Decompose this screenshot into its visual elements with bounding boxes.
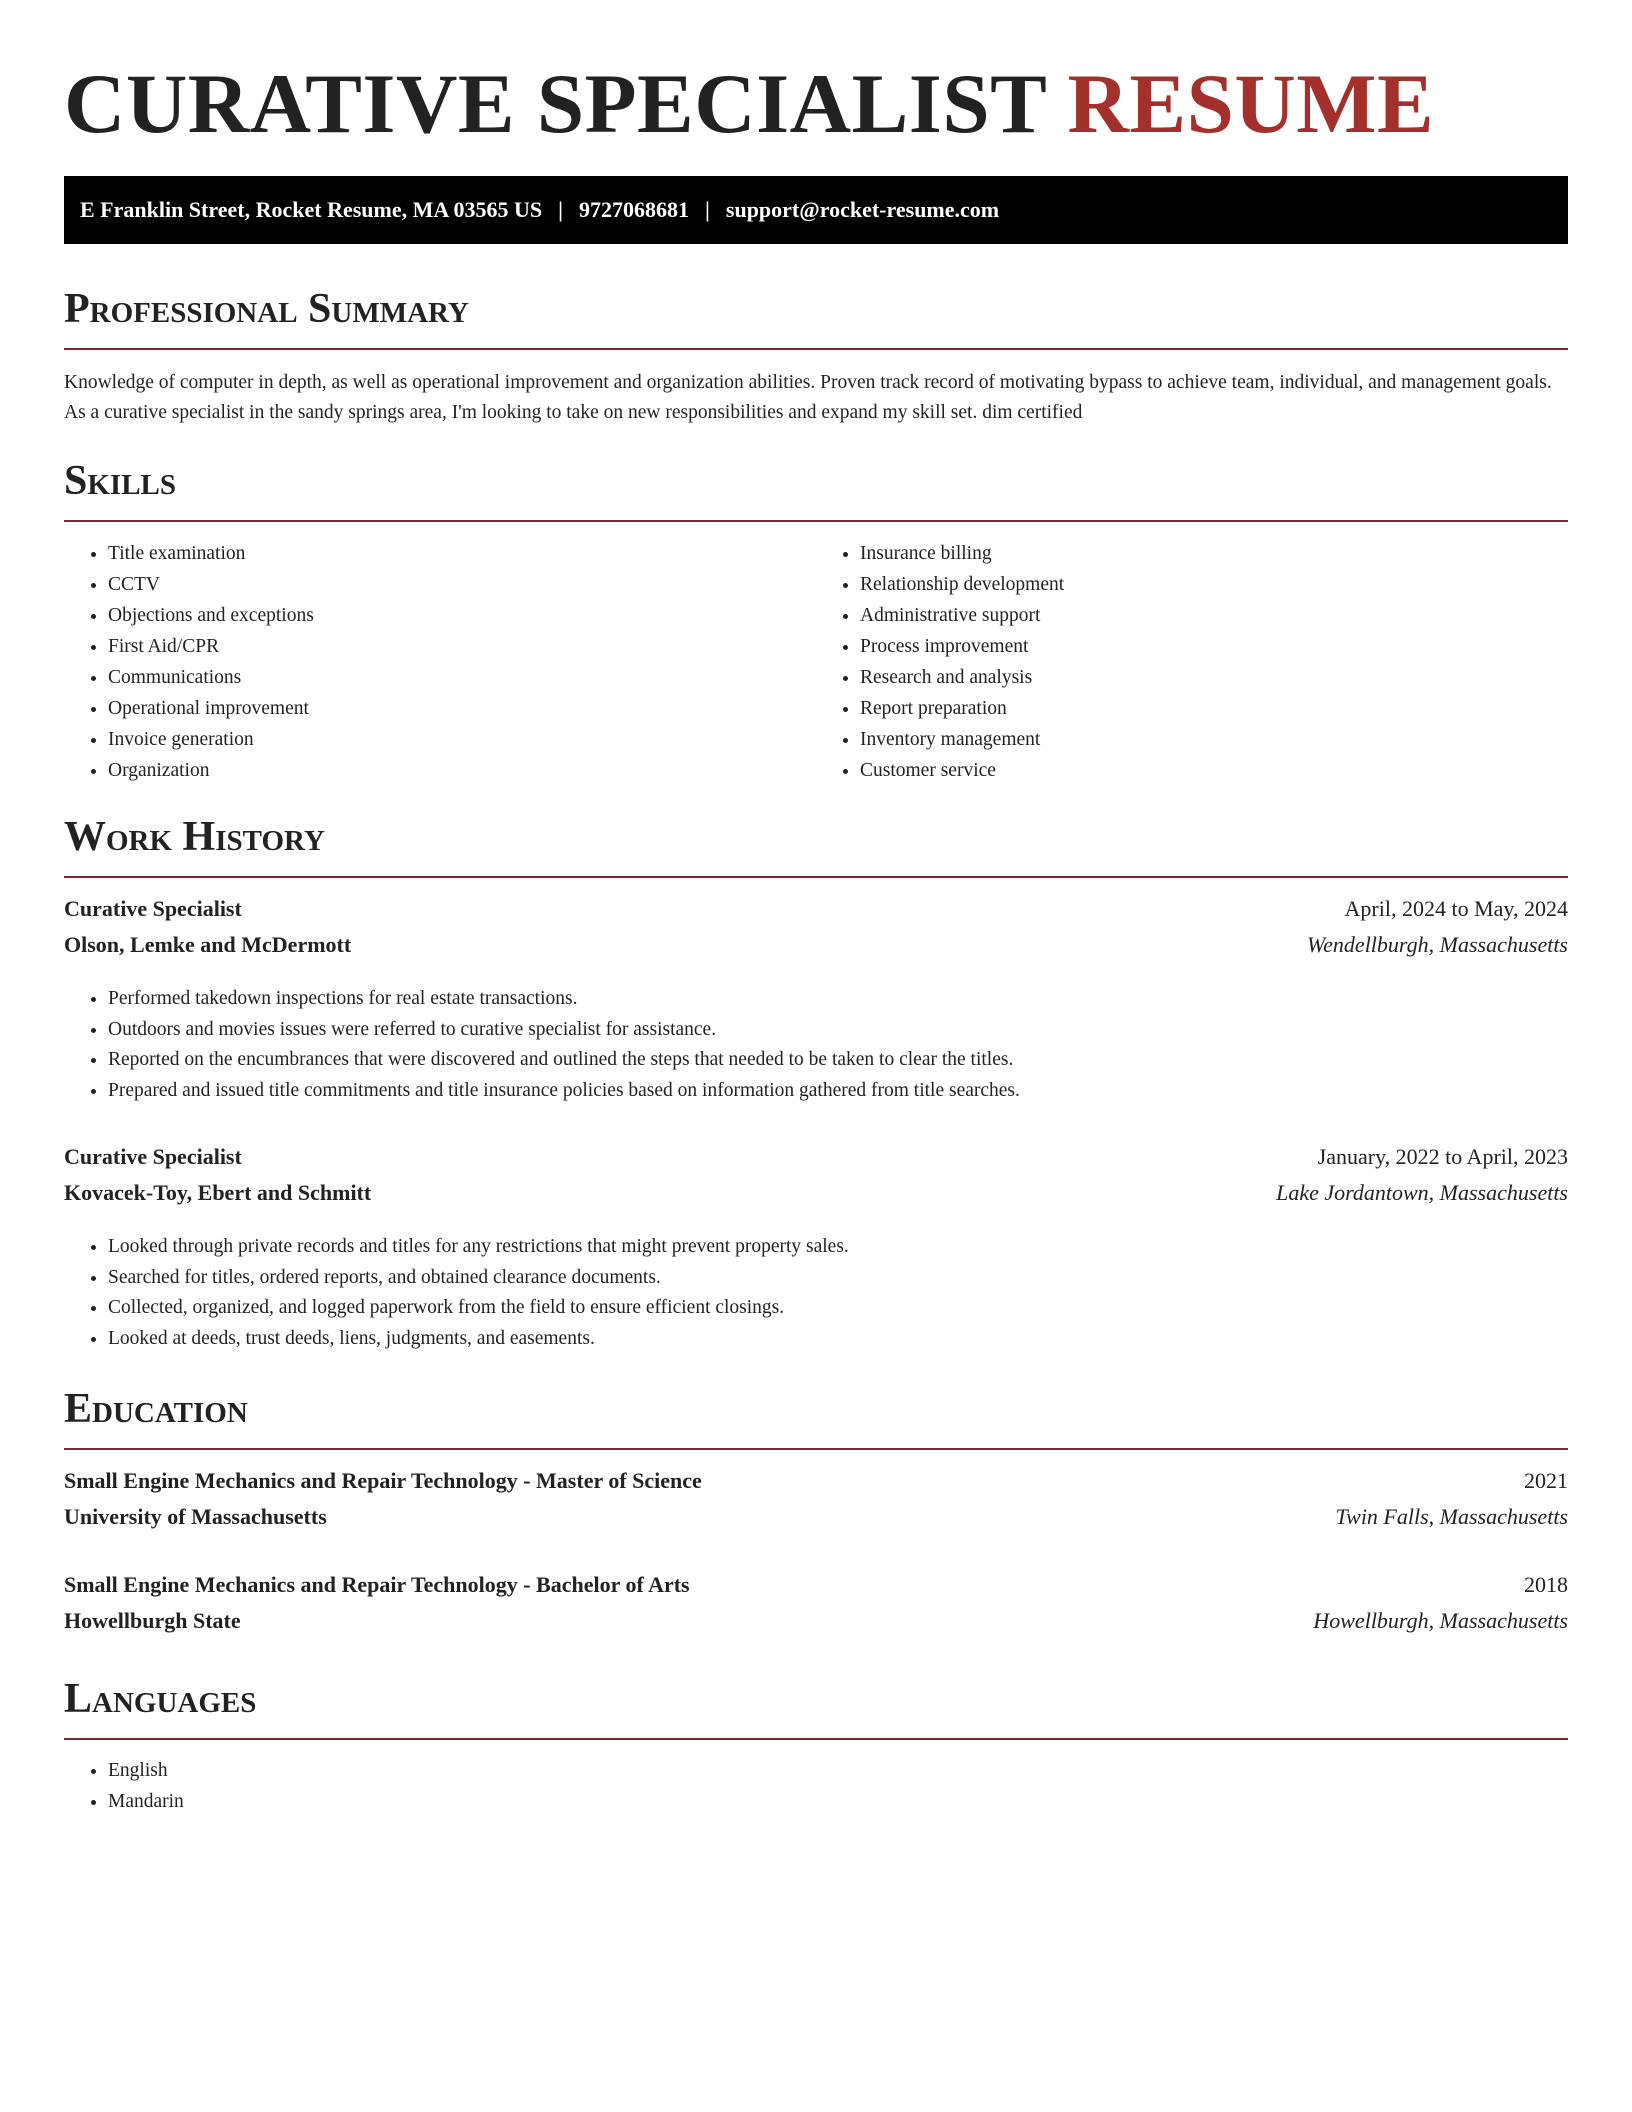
education-degree: Small Engine Mechanics and Repair Technology - Bachelor of Arts bbox=[64, 1572, 690, 1597]
job-duty: • Looked through private records and titles for any restrictions that might prevent property sales. bbox=[108, 1232, 1568, 1263]
education-school-row bbox=[64, 1504, 1568, 1540]
skill-item: • Invoice generation bbox=[108, 724, 816, 755]
job-company: Olson, Lemke and McDermott bbox=[64, 932, 352, 957]
job-title: Curative Specialist bbox=[64, 1144, 242, 1169]
job-duties bbox=[64, 984, 1568, 1106]
skill-item: • Title examination bbox=[108, 538, 816, 569]
section-heading-languages: Languages bbox=[64, 1676, 257, 1722]
job-duties bbox=[64, 1232, 1568, 1354]
summary-section bbox=[64, 284, 1568, 428]
section-heading-education: Education bbox=[64, 1386, 248, 1432]
job-company: Kovacek-Toy, Ebert and Schmitt bbox=[64, 1180, 372, 1205]
language-item: • Mandarin bbox=[108, 1787, 1568, 1818]
title-main: CURATIVE SPECIALIST bbox=[64, 57, 1046, 151]
job-duty: • Performed takedown inspections for real estate transactions. bbox=[108, 984, 1568, 1015]
education-school-row bbox=[64, 1608, 1568, 1644]
section-divider bbox=[64, 348, 1568, 350]
section-heading-work-history: Work History bbox=[64, 814, 325, 860]
resume-title bbox=[64, 56, 1568, 152]
skills-list-left bbox=[64, 538, 816, 786]
education-year: 2021 bbox=[1524, 1468, 1568, 1493]
skill-item: • First Aid/CPR bbox=[108, 631, 816, 662]
job-duty: • Reported on the encumbrances that were discovered and outlined the steps that needed to be taken to clear the titles. bbox=[108, 1045, 1568, 1076]
skills-grid bbox=[64, 538, 1568, 786]
section-divider bbox=[64, 1738, 1568, 1740]
skill-item: • Inventory management bbox=[860, 724, 1568, 755]
education-school: Howellburgh State bbox=[64, 1608, 241, 1633]
job-location: Lake Jordantown, Massachusetts bbox=[1276, 1180, 1568, 1205]
skill-item: • Organization bbox=[108, 755, 816, 786]
job-company-row bbox=[64, 1180, 1568, 1216]
skill-item: • Relationship development bbox=[860, 569, 1568, 600]
skill-item: • Operational improvement bbox=[108, 693, 816, 724]
section-divider bbox=[64, 1448, 1568, 1450]
education-entry bbox=[64, 1572, 1568, 1644]
summary-text: Knowledge of computer in depth, as well as operational improvement and organization abilities. Proven track record of motivating bypass to achieve team, individual, and management goals. As a curative specialist in the sandy springs area, I'm looking to take on new responsibilities and expand my skill set. dim certified bbox=[64, 372, 1552, 423]
skill-item: • Process improvement bbox=[860, 631, 1568, 662]
skill-item: • Customer service bbox=[860, 755, 1568, 786]
job-duty: • Looked at deeds, trust deeds, liens, judgments, and easements. bbox=[108, 1324, 1568, 1355]
education-entry bbox=[64, 1468, 1568, 1540]
job-entry bbox=[64, 1144, 1568, 1354]
skill-item: • Report preparation bbox=[860, 693, 1568, 724]
job-title: Curative Specialist bbox=[64, 896, 242, 921]
section-heading-skills: Skills bbox=[64, 458, 177, 504]
skill-item: • Communications bbox=[108, 662, 816, 693]
skill-item: • Insurance billing bbox=[860, 538, 1568, 569]
job-company-row bbox=[64, 932, 1568, 968]
skill-item: • Objections and exceptions bbox=[108, 600, 816, 631]
education-school: University of Massachusetts bbox=[64, 1504, 327, 1529]
contact-bar bbox=[64, 176, 1568, 244]
education-location: Twin Falls, Massachusetts bbox=[1335, 1504, 1568, 1529]
job-duty: • Outdoors and movies issues were referred to curative specialist for assistance. bbox=[108, 1015, 1568, 1046]
skill-item: • Administrative support bbox=[860, 600, 1568, 631]
job-dates: January, 2022 to April, 2023 bbox=[1317, 1144, 1568, 1169]
contact-phone: 9727068681 bbox=[579, 197, 690, 222]
education-degree: Small Engine Mechanics and Repair Technology - Master of Science bbox=[64, 1468, 702, 1493]
education-location: Howellburgh, Massachusetts bbox=[1313, 1608, 1568, 1633]
job-dates: April, 2024 to May, 2024 bbox=[1344, 896, 1568, 921]
contact-separator: | bbox=[705, 197, 710, 222]
contact-separator: | bbox=[558, 197, 564, 222]
languages-section bbox=[64, 1674, 1568, 1817]
skills-section bbox=[64, 456, 1568, 786]
skills-list-right bbox=[816, 538, 1568, 786]
title-accent: RESUME bbox=[1067, 57, 1435, 151]
section-heading-summary: Professional Summary bbox=[64, 286, 469, 332]
education-year: 2018 bbox=[1524, 1572, 1568, 1597]
section-divider bbox=[64, 876, 1568, 878]
job-location: Wendellburgh, Massachusetts bbox=[1306, 932, 1568, 957]
contact-email: support@rocket-resume.com bbox=[725, 197, 1000, 222]
languages-list bbox=[64, 1756, 1568, 1817]
job-duty: • Prepared and issued title commitments and title insurance policies based on information gathered from title searches. bbox=[108, 1076, 1568, 1107]
contact-address: E Franklin Street, Rocket Resume, MA 03565 US bbox=[80, 197, 543, 222]
education-section bbox=[64, 1384, 1568, 1644]
job-duty: • Searched for titles, ordered reports, and obtained clearance documents. bbox=[108, 1263, 1568, 1294]
education-header-row bbox=[64, 1468, 1568, 1504]
job-header-row bbox=[64, 1144, 1568, 1180]
work-history-section bbox=[64, 812, 1568, 1354]
section-divider bbox=[64, 520, 1568, 522]
job-header-row bbox=[64, 896, 1568, 932]
skill-item: • Research and analysis bbox=[860, 662, 1568, 693]
language-item: • English bbox=[108, 1756, 1568, 1787]
job-entry bbox=[64, 896, 1568, 1106]
education-header-row bbox=[64, 1572, 1568, 1608]
job-duty: • Collected, organized, and logged paperwork from the field to ensure efficient closings. bbox=[108, 1293, 1568, 1324]
resume-page bbox=[64, 56, 1568, 1817]
skill-item: • CCTV bbox=[108, 569, 816, 600]
